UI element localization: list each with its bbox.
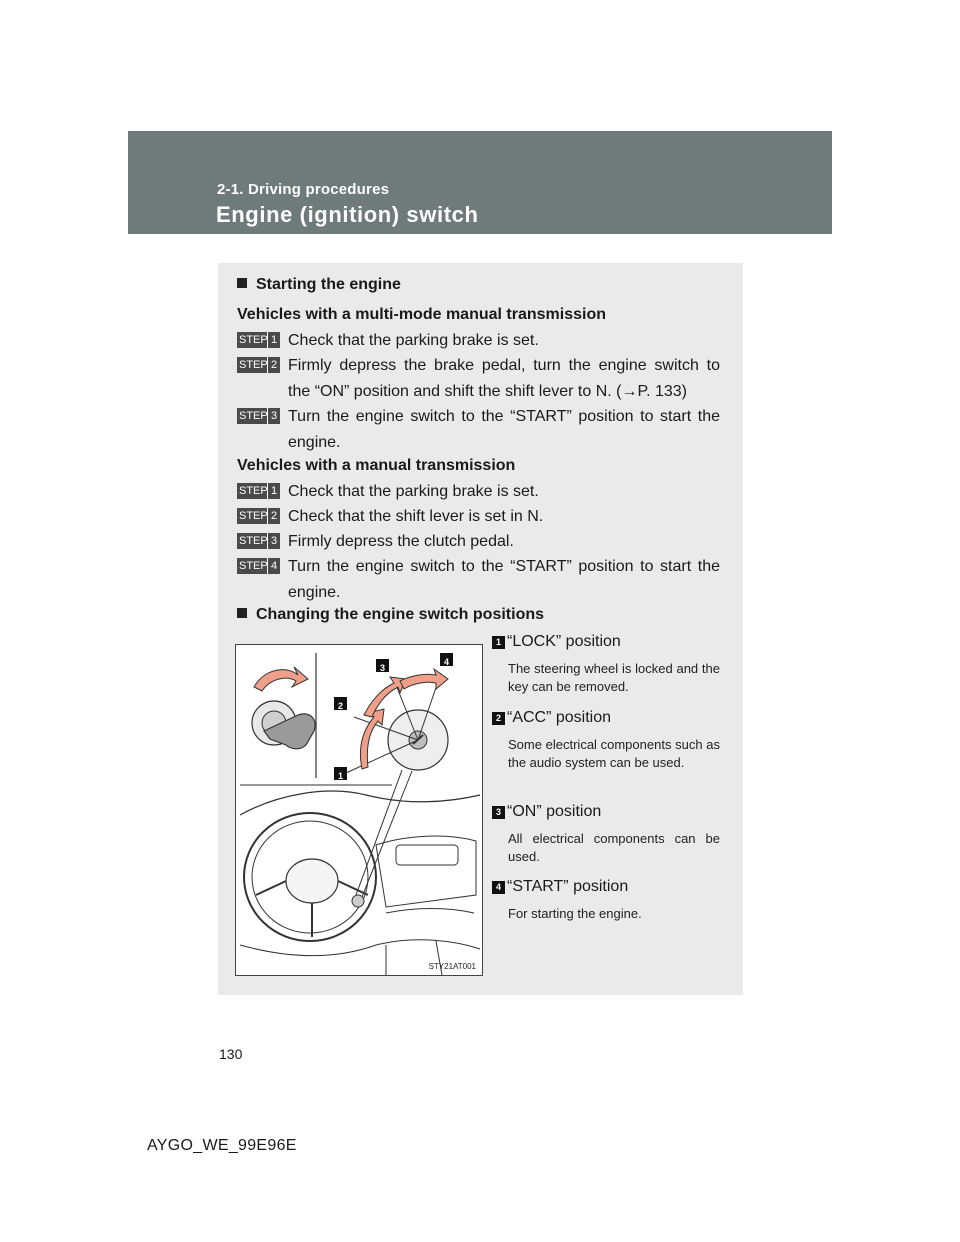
step-item <box>237 480 720 503</box>
figure-id: STY21AT001 <box>428 962 476 971</box>
position-title: “START” position <box>507 878 629 895</box>
step-text: Firmly depress the clutch pedal. <box>288 533 514 550</box>
step-item <box>237 329 720 352</box>
step-text: Turn the engine switch to the “START” position to start the <box>288 408 720 425</box>
chapter-header <box>128 131 832 234</box>
step-badge: STEP 1 <box>237 332 280 348</box>
square-bullet-icon <box>237 608 247 618</box>
position-description: The steering wheel is locked and the key can be removed. <box>508 661 720 694</box>
position-description: For starting the engine. <box>508 906 642 921</box>
ignition-illustration-svg <box>236 645 482 975</box>
step-item <box>237 505 720 528</box>
callout-badge: 4 <box>492 881 505 894</box>
step-text: the “ON” position and shift the shift lever to N. (→P. 133) <box>288 383 687 400</box>
position-item <box>492 803 720 866</box>
callout-4: 4 <box>444 657 450 667</box>
mt-subheading: Vehicles with a manual transmission <box>237 457 516 474</box>
position-item <box>492 633 720 696</box>
ignition-switch-illustration <box>235 644 483 976</box>
position-item <box>492 878 720 923</box>
position-description: Some electrical components such as the audio system can be used. <box>508 737 720 770</box>
step-badge: STEP 2 <box>237 508 280 524</box>
step-badge: STEP 3 <box>237 533 280 549</box>
step-item <box>237 555 720 604</box>
position-item <box>492 709 720 772</box>
position-title: “LOCK” position <box>507 633 621 650</box>
step-badge: STEP 1 <box>237 483 280 499</box>
step-badge: STEP 4 <box>237 558 280 574</box>
mmt-subheading: Vehicles with a multi-mode manual transmission <box>237 306 606 323</box>
callout-badge: 3 <box>492 806 505 819</box>
callout-3: 3 <box>380 663 386 673</box>
position-description: All electrical components can be used. <box>508 831 720 864</box>
step-text: Turn the engine switch to the “START” position to start the <box>288 558 720 575</box>
step-text: Check that the parking brake is set. <box>288 483 539 500</box>
position-title: “ACC” position <box>507 709 612 726</box>
step-text: Check that the parking brake is set. <box>288 332 539 349</box>
starting-heading: Starting the engine <box>237 276 401 294</box>
page-number: 130 <box>219 1046 243 1062</box>
changing-heading: Changing the engine switch positions <box>237 606 544 624</box>
callout-badge: 2 <box>492 712 505 725</box>
step-text: engine. <box>288 434 341 451</box>
callout-2: 2 <box>338 701 344 711</box>
document-id: AYGO_WE_99E96E <box>147 1137 297 1154</box>
step-badge: STEP 2 <box>237 357 280 373</box>
content-panel <box>218 263 743 995</box>
step-text: Check that the shift lever is set in N. <box>288 508 544 525</box>
step-badge: STEP 3 <box>237 408 280 424</box>
section-label: 2-1. Driving procedures <box>217 181 390 198</box>
square-bullet-icon <box>237 278 247 288</box>
step-item <box>237 405 720 454</box>
step-text: engine. <box>288 584 341 601</box>
step-text: Firmly depress the brake pedal, turn the engine switch to <box>288 357 720 374</box>
callout-badge: 1 <box>492 636 505 649</box>
step-item <box>237 354 720 403</box>
callout-1: 1 <box>338 771 344 781</box>
position-title: “ON” position <box>507 803 602 820</box>
step-item <box>237 530 720 553</box>
page-title: Engine (ignition) switch <box>216 202 479 227</box>
